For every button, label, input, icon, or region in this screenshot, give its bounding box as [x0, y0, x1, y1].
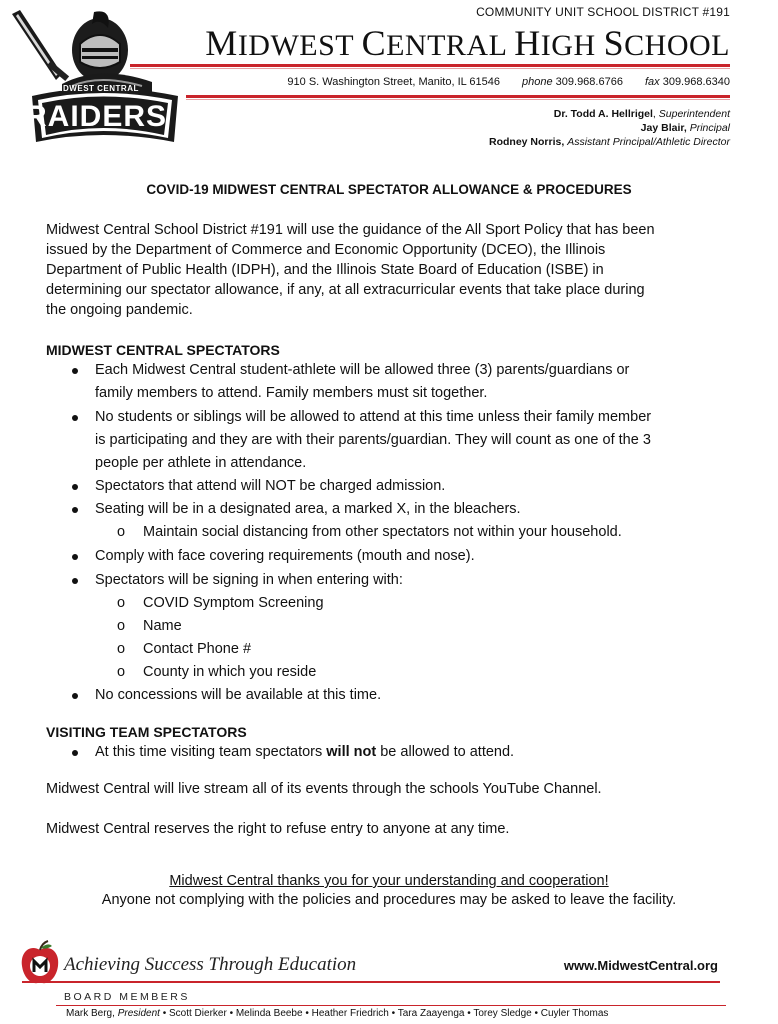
admin-superintendent: Dr. Todd A. Hellrigel, Superintendent [553, 108, 730, 120]
address: 910 S. Washington Street, Manito, IL 61546 [287, 76, 500, 88]
warning-line: Anyone not complying with the policies and procedures may be asked to leave the facility. [101, 892, 677, 908]
footer-rule [22, 981, 720, 983]
bullet-icon [72, 507, 78, 513]
header-rule-bottom [186, 95, 730, 98]
bullet-icon [72, 750, 78, 756]
footer-motto: Achieving Success Through Education [64, 954, 357, 975]
apple-logo-icon [20, 940, 60, 986]
district-name: COMMUNITY UNIT SCHOOL DISTRICT #191 [476, 5, 730, 19]
board-members-list: Mark Berg, President • Scott Dierker • Melinda Beebe • Heather Friedrich • Tara Zaayenga • Torey Sledge • Cuyler Thomas [66, 1008, 609, 1019]
fax-label: fax [644, 76, 660, 88]
contact-line [287, 76, 730, 88]
visiting-spectators-heading: VISITING TEAM SPECTATORS [46, 724, 247, 740]
header-rule-top-light [130, 68, 730, 69]
bullet-icon [72, 415, 78, 421]
phone-label: phone [522, 76, 553, 88]
bullet-icon [72, 368, 78, 374]
phone-number: 309.968.6766 [555, 76, 623, 88]
school-name: MIDWEST CENTRAL HIGH SCHOOL [205, 23, 730, 63]
logo-caption-top: MIDWEST CENTRAL [53, 84, 139, 93]
header-rule-top [130, 64, 730, 67]
reserve-paragraph: Midwest Central reserves the right to refuse entry to anyone at any time. [46, 821, 510, 837]
logo-caption-main: RAIDERS [24, 100, 167, 133]
intro-paragraph: Midwest Central School District #191 will use the guidance of the All Sport Policy that has been issued by the Department of Commerce and Economic Opportunity (DCEO), the Illinois Department of Public Health (IDPH), and the Illinois State Board of Education (ISBE) in determining our spectator allowance, if any, at all extracurricular events that take place during the ongoing pandemic. [46, 222, 655, 318]
bullet-icon [72, 484, 78, 490]
livestream-paragraph: Midwest Central will live stream all of its events through the schools YouTube Channel. [46, 781, 602, 797]
bullet-icon [72, 554, 78, 560]
website-link[interactable]: www.MidwestCentral.org [563, 958, 718, 973]
mc-spectators-heading: MIDWEST CENTRAL SPECTATORS [46, 342, 280, 358]
admin-principal: Jay Blair, Principal [640, 122, 730, 134]
thanks-line: Midwest Central thanks you for your understanding and cooperation! [169, 873, 609, 889]
bullet-icon [72, 693, 78, 699]
fax-number: 309.968.6340 [662, 76, 730, 88]
header-rule-bottom-light [186, 99, 730, 100]
board-members-label: BOARD MEMBERS [64, 991, 190, 1003]
footer-rule-thin [56, 1005, 726, 1006]
bullet-icon [72, 578, 78, 584]
document-title: COVID-19 MIDWEST CENTRAL SPECTATOR ALLOWANCE & PROCEDURES [146, 182, 632, 197]
admin-assistant-principal: Rodney Norris, Assistant Principal/Athletic Director [489, 136, 730, 148]
raiders-knight-logo [2, 4, 190, 146]
